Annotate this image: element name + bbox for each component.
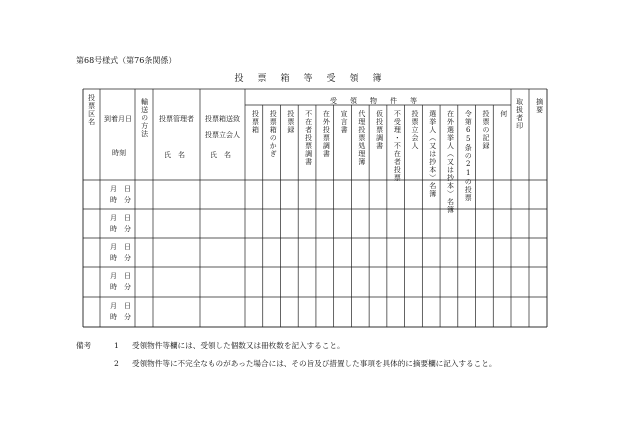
header-remarks: 摘要 (535, 98, 544, 114)
item-column-header: 在外投票調書 (322, 110, 331, 158)
minute-label: 分 (124, 254, 131, 262)
note-2 (76, 355, 496, 373)
item-column-header: 宣言書 (340, 110, 349, 134)
month-label: 月 (110, 243, 117, 251)
hour-label: 時 (110, 313, 117, 321)
item-column-header: 何 (499, 110, 508, 118)
header-manager: 投票管理者 (159, 115, 194, 123)
minute-label: 分 (124, 313, 131, 321)
item-column-header: 不受理・不在者投票 (393, 110, 402, 182)
header-transport: 輸送の方法 (140, 98, 149, 138)
day-label: 日 (124, 185, 131, 193)
month-label: 月 (110, 214, 117, 222)
note-prefix (76, 355, 114, 373)
header-arrival-time: 時刻 (112, 149, 126, 157)
item-column-header: 不在者投票調書 (304, 110, 313, 166)
minute-label: 分 (124, 283, 131, 291)
minute-label: 分 (124, 225, 131, 233)
item-column-header: 仮投票調書 (375, 110, 384, 150)
hour-label: 時 (110, 283, 117, 291)
item-column-header: 投票録 (286, 110, 295, 134)
month-label: 月 (110, 185, 117, 193)
header-received-group: 受 領 物 件 等 (330, 97, 420, 105)
hour-label: 時 (110, 196, 117, 204)
item-column-header: 投票箱 (251, 110, 260, 134)
item-column-header: 選挙人（又は抄本）名簿 (428, 110, 437, 198)
note-number: 1 (114, 341, 119, 350)
item-column-header: 代理投票処理簿 (357, 110, 366, 166)
header-arrival: 到着月日 (104, 115, 132, 123)
note-prefix: 備考 (76, 341, 92, 350)
item-column-header: 投票の記録 (481, 110, 490, 150)
hour-label: 時 (110, 225, 117, 233)
form-title: 投票箱等受領簿 (234, 74, 396, 84)
notes (76, 337, 496, 373)
item-column-header: 令第65条の21の投票 (464, 110, 473, 202)
day-label: 日 (124, 214, 131, 222)
header-witness: 投票箱送致 (205, 115, 240, 123)
header-receiver: 取扱者印 (515, 98, 524, 130)
hour-label: 時 (110, 254, 117, 262)
item-column-header: 投票立会人 (411, 110, 420, 150)
note-1 (76, 337, 496, 355)
note-number: 2 (114, 359, 119, 368)
day-label: 日 (124, 243, 131, 251)
month-label: 月 (110, 272, 117, 280)
item-column-header: 在外選挙人（又は抄本）名簿 (446, 110, 455, 214)
header-witness-2: 投票立会人 (205, 131, 240, 139)
header-manager-name: 氏 名 (164, 151, 185, 159)
day-label: 日 (124, 272, 131, 280)
header-district: 投票区名 (87, 94, 96, 126)
form-label: 第68号様式（第76条関係） (76, 56, 177, 65)
day-label: 日 (124, 302, 131, 310)
month-label: 月 (110, 302, 117, 310)
note-text: 受領物件等に不完全なものがあった場合には、その旨及び措置した事項を具体的に摘要欄に記入すること。 (132, 359, 497, 368)
header-witness-name: 氏 名 (210, 151, 231, 159)
item-column-header: 投票箱のかぎ (269, 110, 278, 158)
note-text: 受領物件等欄には、受領した個数又は冊枚数を記入すること。 (132, 341, 345, 350)
minute-label: 分 (124, 196, 131, 204)
